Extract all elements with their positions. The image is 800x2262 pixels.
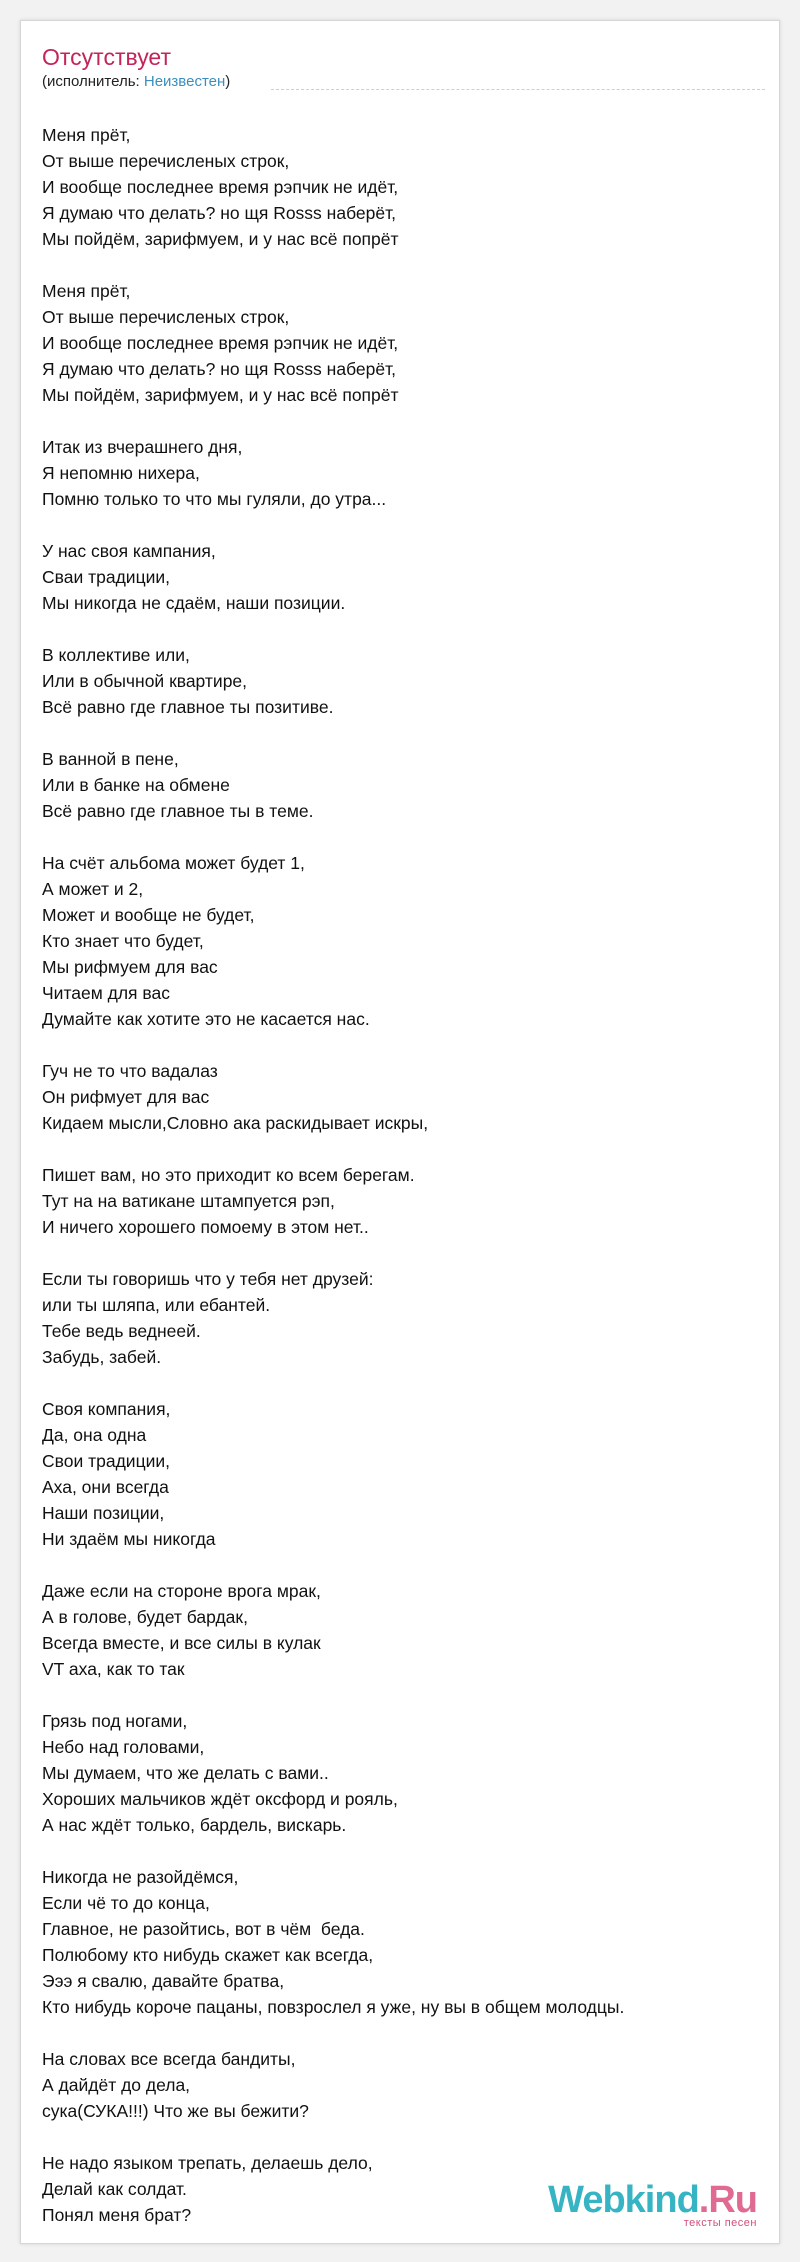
lyric-line: От выше перечисленых строк, [42, 151, 290, 171]
lyric-line: Грязь под ногами, [42, 1711, 188, 1731]
lyric-line: Итак из вчерашнего дня, [42, 437, 243, 457]
lyric-line: А нас ждёт только, бардель, вискарь. [42, 1815, 347, 1835]
lyric-line: Если ты говоришь что у тебя нет друзей: [42, 1269, 374, 1289]
lyric-line: От выше перечисленых строк, [42, 307, 290, 327]
lyric-line: Или в банке на обмене [42, 775, 230, 795]
artist-suffix: ) [225, 73, 231, 90]
lyric-line: Наши позиции, [42, 1503, 165, 1523]
lyric-line: Ни здаём мы никогда [42, 1529, 216, 1549]
lyric-line: Мы пойдём, зарифмуем, и у нас всё попрёт [42, 385, 399, 405]
artist-link[interactable]: Неизвестен [143, 73, 226, 90]
lyric-line: Я думаю что делать? но щя Rosss наберёт, [42, 359, 397, 379]
lyric-line: Всё равно где главное ты в теме. [42, 801, 314, 821]
lyric-line: Гуч не то что вадалаз [42, 1061, 218, 1081]
lyrics-stanza [42, 1162, 762, 1240]
lyric-line: Никогда не разойдёмся, [42, 1867, 239, 1887]
lyric-line: Или в обычной квартире, [42, 671, 248, 691]
logo-tagline: тексты песен [683, 2217, 757, 2229]
lyric-line: Мы думаем, что же делать с вами.. [42, 1763, 329, 1783]
lyrics-stanza [42, 538, 762, 616]
lyric-line: Всегда вместе, и все силы в кулак [42, 1633, 321, 1653]
lyric-line: Забудь, забей. [42, 1347, 162, 1367]
lyric-line: В коллективе или, [42, 645, 190, 665]
lyric-line: Мы пойдём, зарифмуем, и у нас всё попрёт [42, 229, 399, 249]
lyric-line: А в голове, будет бардак, [42, 1607, 248, 1627]
lyrics-stanza [42, 122, 762, 252]
lyrics-stanza [42, 746, 762, 824]
lyric-line: Тут на на ватикане штампуется рэп, [42, 1191, 335, 1211]
lyric-line: Пишет вам, но это приходит ко всем берегам. [42, 1165, 415, 1185]
lyric-line: Если чё то до конца, [42, 1893, 210, 1913]
lyric-line: Думайте как хотите это не касается нас. [42, 1009, 370, 1029]
lyric-line: И ничего хорошего помоему в этом нет.. [42, 1217, 369, 1237]
lyric-line: На счёт альбома может будет 1, [42, 853, 305, 873]
lyric-line: Свои традиции, [42, 1451, 171, 1471]
webkind-logo[interactable] [548, 2180, 757, 2229]
lyrics-stanza [42, 1396, 762, 1552]
lyric-line: Не надо языком трепать, делаешь дело, [42, 2153, 373, 2173]
lyric-line: У нас своя кампания, [42, 541, 216, 561]
logo-tld: .Ru [698, 2179, 757, 2221]
title-divider [271, 89, 765, 90]
lyric-line: Полюбому кто нибудь скажет как всегда, [42, 1945, 374, 1965]
lyric-line: Хороших мальчиков ждёт оксфорд и рояль, [42, 1789, 398, 1809]
lyric-line: А может и 2, [42, 879, 144, 899]
lyric-line: И вообще последнее время рэпчик не идёт, [42, 177, 399, 197]
artist-line [42, 72, 230, 92]
lyric-line: Мы рифмуем для вас [42, 957, 218, 977]
lyric-line: Он рифмует для вас [42, 1087, 210, 1107]
lyric-line: или ты шляпа, или ебантей. [42, 1295, 271, 1315]
lyrics-stanza [42, 1578, 762, 1682]
lyric-line: Главное, не разойтись, вот в чём беда. [42, 1919, 365, 1939]
lyrics-card [20, 20, 780, 2244]
lyric-line: Меня прёт, [42, 125, 131, 145]
lyric-line: Кидаем мысли,Словно ака раскидывает искры, [42, 1113, 429, 1133]
lyric-line: На словах все всегда бандиты, [42, 2049, 296, 2069]
lyric-line: Своя компания, [42, 1399, 171, 1419]
lyric-line: Всё равно где главное ты позитиве. [42, 697, 334, 717]
lyric-line: И вообще последнее время рэпчик не идёт, [42, 333, 399, 353]
lyrics-stanza [42, 2046, 762, 2124]
lyrics-stanza [42, 278, 762, 408]
logo-name: Webkind [548, 2179, 699, 2221]
lyric-line: Кто нибудь короче пацаны, повзрослел я уже, ну вы в общем молодцы. [42, 1997, 625, 2017]
lyric-line: VT аха, как то так [42, 1659, 185, 1679]
lyric-line: сука(СУКА!!!) Что же вы бежити? [42, 2101, 309, 2121]
lyrics-stanza [42, 642, 762, 720]
lyric-line: А дайдёт до дела, [42, 2075, 191, 2095]
lyrics-body [42, 122, 762, 2254]
lyric-line: Читаем для вас [42, 983, 170, 1003]
lyric-line: Аха, они всегда [42, 1477, 169, 1497]
lyric-line: Меня прёт, [42, 281, 131, 301]
lyric-line: Я думаю что делать? но щя Rosss наберёт, [42, 203, 397, 223]
lyrics-stanza [42, 1864, 762, 2020]
lyrics-stanza [42, 1708, 762, 1838]
lyric-line: Небо над головами, [42, 1737, 205, 1757]
lyric-line: Кто знает что будет, [42, 931, 204, 951]
lyric-line: Может и вообще не будет, [42, 905, 255, 925]
song-title: Отсутствует [42, 44, 171, 70]
artist-prefix: (исполнитель: [42, 73, 144, 90]
lyrics-stanza [42, 1058, 762, 1136]
lyric-line: Понял меня брат? [42, 2205, 192, 2225]
lyrics-stanza [42, 850, 762, 1032]
lyric-line: Эээ я свалю, давайте братва, [42, 1971, 285, 1991]
lyrics-stanza [42, 434, 762, 512]
lyric-line: Тебе ведь веднеей. [42, 1321, 201, 1341]
lyric-line: Да, она одна [42, 1425, 147, 1445]
lyric-line: Мы никогда не сдаём, наши позиции. [42, 593, 346, 613]
lyric-line: В ванной в пене, [42, 749, 179, 769]
lyric-line: Делай как солдат. [42, 2179, 187, 2199]
lyric-line: Даже если на стороне врога мрак, [42, 1581, 321, 1601]
lyric-line: Сваи традиции, [42, 567, 171, 587]
lyric-line: Я непомню нихера, [42, 463, 200, 483]
lyrics-stanza [42, 1266, 762, 1370]
lyric-line: Помню только то что мы гуляли, до утра... [42, 489, 387, 509]
